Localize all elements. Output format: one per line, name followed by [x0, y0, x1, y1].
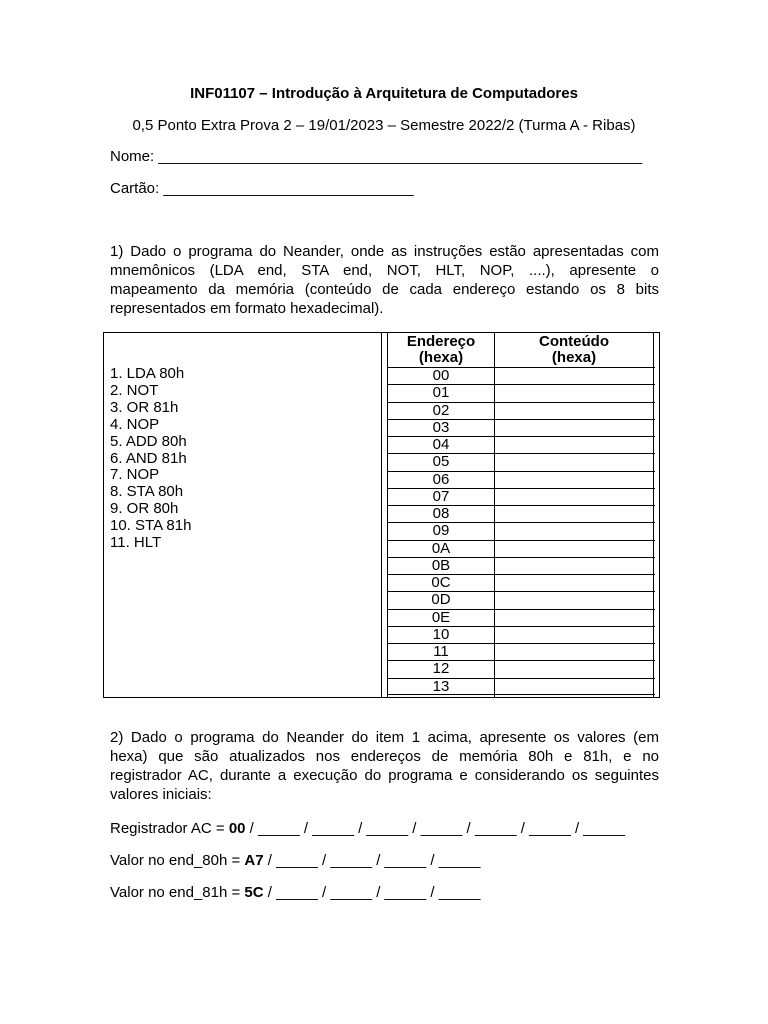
memory-address: 0E [431, 608, 451, 626]
memory-address: 0B [431, 556, 451, 574]
memory-address: 09 [432, 522, 450, 540]
memory-address: 0C [431, 574, 451, 591]
memory-address: 05 [432, 453, 450, 471]
address-header-line: Endereço [406, 333, 476, 350]
memory-row [388, 540, 655, 557]
memory-content-cell[interactable] [494, 575, 654, 591]
program-line: 2. NOT [110, 381, 159, 399]
table-divider [381, 332, 382, 698]
program-line: 8. STA 80h [110, 483, 184, 501]
memory-row [388, 626, 655, 643]
ac-blanks[interactable]: / _____ / _____ / _____ / _____ / _____ / _____ / _____ [245, 820, 625, 837]
memory-content-cell[interactable] [494, 420, 654, 436]
memory-content-cell[interactable] [494, 644, 654, 660]
memory-content-cell[interactable] [494, 437, 654, 453]
memory-content-cell[interactable] [494, 610, 654, 626]
memory-address: 03 [432, 418, 450, 436]
program-line: 9. OR 80h [110, 500, 179, 518]
question-2-line: registrador AC, durante a execução do programa e considerando os seguintes [110, 767, 659, 784]
program-line: 5. ADD 80h [110, 432, 187, 450]
memory-content-cell[interactable] [494, 558, 654, 574]
memory-address: 12 [432, 660, 450, 678]
memory-content-cell[interactable] [494, 489, 654, 505]
memory-row [388, 609, 655, 626]
question-2-text [110, 728, 659, 804]
memory-row [388, 557, 655, 574]
content-column-header [495, 334, 653, 366]
memory-address: 00 [432, 367, 450, 384]
memory-content-cell[interactable] [494, 403, 654, 419]
question-1-line: 1) Dado o programa do Neander, onde as instruções estão apresentadas com [110, 243, 659, 260]
address-column-header [388, 334, 494, 366]
memory-address: 01 [432, 384, 450, 402]
address-header-line: (hexa) [418, 349, 464, 366]
memory-content-cell[interactable] [494, 472, 654, 488]
end81-answer[interactable] [110, 884, 480, 901]
name-field-line[interactable]: Nome: __________________________________________________________ [110, 148, 643, 165]
end80-blanks[interactable]: / _____ / _____ / _____ / _____ [263, 852, 481, 869]
question-2-line: hexa) que são atualizados nos endereços de memória 80h e 81h, e no [110, 748, 659, 765]
program-line: 7. NOP [110, 466, 160, 484]
memory-rows [388, 367, 655, 695]
memory-content-cell[interactable] [494, 368, 654, 384]
memory-address: 11 [433, 643, 449, 660]
memory-address: 0A [431, 539, 451, 557]
question-1-text [110, 242, 659, 318]
program-line: 11. HLT [110, 534, 162, 552]
end80-initial-value: A7 [244, 852, 264, 869]
memory-content-cell[interactable] [494, 454, 654, 470]
question-1-line: mnemônicos (LDA end, STA end, NOT, HLT, NOP, ....), apresente o [110, 262, 659, 279]
memory-address: 06 [432, 470, 450, 488]
program-line: 3. OR 81h [110, 398, 179, 416]
program-listing [110, 366, 191, 552]
memory-row [388, 402, 655, 419]
end80-label: Valor no end_80h = [110, 852, 245, 869]
memory-row [388, 522, 655, 539]
memory-address: 13 [432, 677, 450, 695]
end81-blanks[interactable]: / _____ / _____ / _____ / _____ [263, 884, 481, 901]
memory-content-cell[interactable] [494, 385, 654, 401]
memory-address: 0D [431, 591, 451, 609]
end80-answer[interactable] [110, 852, 480, 869]
memory-row [388, 591, 655, 608]
program-line: 10. STA 81h [110, 517, 192, 535]
ac-register-answer[interactable] [110, 820, 625, 837]
memory-content-cell[interactable] [494, 523, 654, 539]
memory-content-cell[interactable] [494, 541, 654, 557]
memory-content-cell[interactable] [494, 627, 654, 643]
card-field-line[interactable]: Cartão: ______________________________ [110, 180, 414, 197]
memory-row [388, 643, 655, 660]
question-2-line: valores iniciais: [110, 786, 212, 803]
question-1-line: mapeamento da memória (conteúdo de cada endereço estando os 8 bits [110, 281, 659, 298]
question-1-line: representados em formato hexadecimal). [110, 300, 384, 317]
memory-address: 04 [432, 436, 450, 453]
ac-label: Registrador AC = [110, 820, 229, 837]
page-title: INF01107 – Introdução à Arquitetura de Computadores [190, 85, 578, 102]
memory-row [388, 436, 655, 453]
memory-row [388, 678, 655, 695]
memory-content-cell[interactable] [494, 506, 654, 522]
program-line: 4. NOP [110, 415, 160, 433]
memory-address: 07 [432, 487, 450, 505]
memory-address: 08 [432, 505, 450, 522]
program-line: 1. LDA 80h [110, 365, 185, 382]
program-line: 6. AND 81h [110, 449, 187, 467]
memory-row [388, 419, 655, 436]
memory-content-cell[interactable] [494, 592, 654, 608]
memory-address: 10 [432, 625, 450, 643]
memory-row [388, 367, 655, 384]
memory-row [388, 505, 655, 522]
question-2-line: 2) Dado o programa do Neander do item 1 acima, apresente os valores (em [110, 729, 659, 746]
memory-content-cell[interactable] [494, 661, 654, 677]
memory-row [388, 453, 655, 470]
end81-label: Valor no end_81h = [110, 884, 245, 901]
memory-row [388, 384, 655, 401]
exam-subtitle: 0,5 Ponto Extra Prova 2 – 19/01/2023 – Semestre 2022/2 (Turma A - Ribas) [132, 117, 636, 134]
end81-initial-value: 5C [244, 884, 264, 901]
memory-row [388, 574, 655, 591]
memory-row [388, 488, 655, 505]
content-header-line: (hexa) [551, 349, 597, 366]
memory-address: 02 [432, 401, 450, 419]
memory-row [388, 660, 655, 677]
content-header-line: Conteúdo [539, 333, 609, 350]
ac-initial-value: 00 [228, 820, 246, 837]
memory-content-cell[interactable] [494, 679, 654, 694]
memory-row [388, 471, 655, 488]
